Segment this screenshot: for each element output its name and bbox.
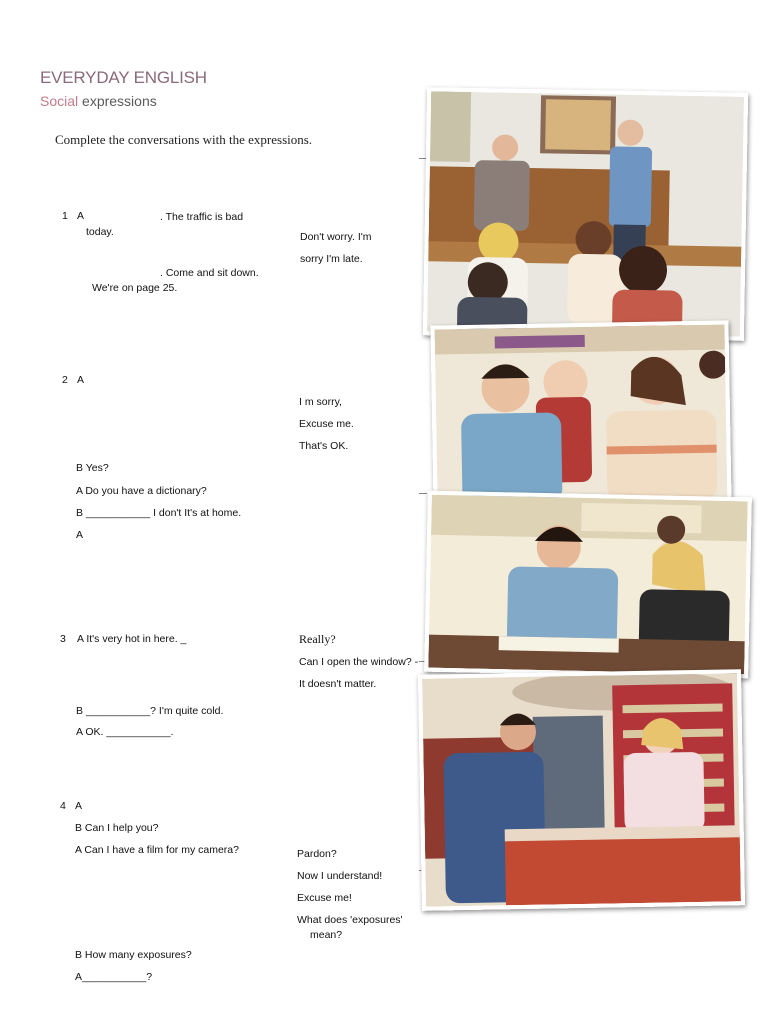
ex4-speaker-a: A — [75, 800, 83, 812]
ex4-option-cont: mean? — [310, 929, 343, 941]
students-studying-photo — [424, 491, 752, 679]
instructions: Complete the conversations with the expressions. — [55, 132, 313, 147]
ex3-option: Can I open the window? - — [299, 656, 419, 668]
ex4-line: A___________? — [75, 971, 153, 983]
ex4-number: 4 — [60, 800, 66, 812]
page-title: EVERYDAY ENGLISH — [40, 68, 207, 87]
ex2-speaker-a: A — [77, 374, 85, 386]
ex1-line2-cont: We're on page 25. — [92, 282, 178, 294]
ex1-line1: . The traffic is bad — [160, 211, 244, 223]
camera-shop-photo — [418, 669, 745, 911]
ex3-number: 3 — [60, 633, 66, 645]
connector-tick — [419, 493, 427, 494]
ex3-line1: A It's very hot in here. _ — [77, 633, 187, 645]
subtitle-accent: Social — [40, 93, 79, 109]
ex4-line: B Can I help you? — [75, 822, 159, 834]
classroom-late-photo — [423, 87, 748, 341]
ex3-option: Really? — [299, 632, 336, 646]
ex1-option: sorry I'm late. — [300, 253, 363, 265]
ex4-line: B How many exposures? — [75, 949, 192, 961]
ex2-option: I m sorry, — [299, 396, 342, 408]
ex3-line: B ___________? I'm quite cold. — [76, 705, 224, 717]
ex1-line2: . Come and sit down. — [160, 267, 259, 279]
page-subtitle — [40, 93, 157, 109]
two-students-photo — [435, 324, 728, 502]
ex4-option: Now I understand! — [297, 870, 383, 882]
shop-counter-photo — [422, 673, 741, 906]
ex2-line: A Do you have a dictionary? — [76, 485, 207, 497]
ex1-option: Don't worry. I'm — [300, 231, 372, 243]
students-at-desk-photo — [428, 495, 748, 675]
subtitle-rest: expressions — [78, 93, 157, 109]
ex1-number: 1 — [62, 210, 68, 222]
ex2-number: 2 — [62, 374, 68, 386]
ex4-option: Pardon? — [297, 848, 337, 860]
ex2-line: A — [76, 529, 84, 541]
ex2-option: That's OK. — [299, 440, 349, 452]
ex2-option: Excuse me. — [299, 418, 354, 430]
students-talking-photo — [430, 320, 731, 506]
ex3-line: A OK. ___________. — [76, 726, 174, 738]
ex4-option: What does 'exposures' — [297, 914, 403, 926]
ex1-line1-cont: today. — [86, 226, 114, 238]
teacher-and-student-photo — [427, 91, 744, 336]
ex4-line: A Can I have a film for my camera? — [75, 844, 239, 856]
ex4-option: Excuse me! — [297, 892, 352, 904]
ex1-speaker-a: A — [77, 210, 85, 222]
ex2-line: B ___________ I don't It's at home. — [76, 507, 242, 519]
ex2-line: B Yes? — [76, 462, 109, 474]
ex3-option: It doesn't matter. — [299, 678, 377, 690]
